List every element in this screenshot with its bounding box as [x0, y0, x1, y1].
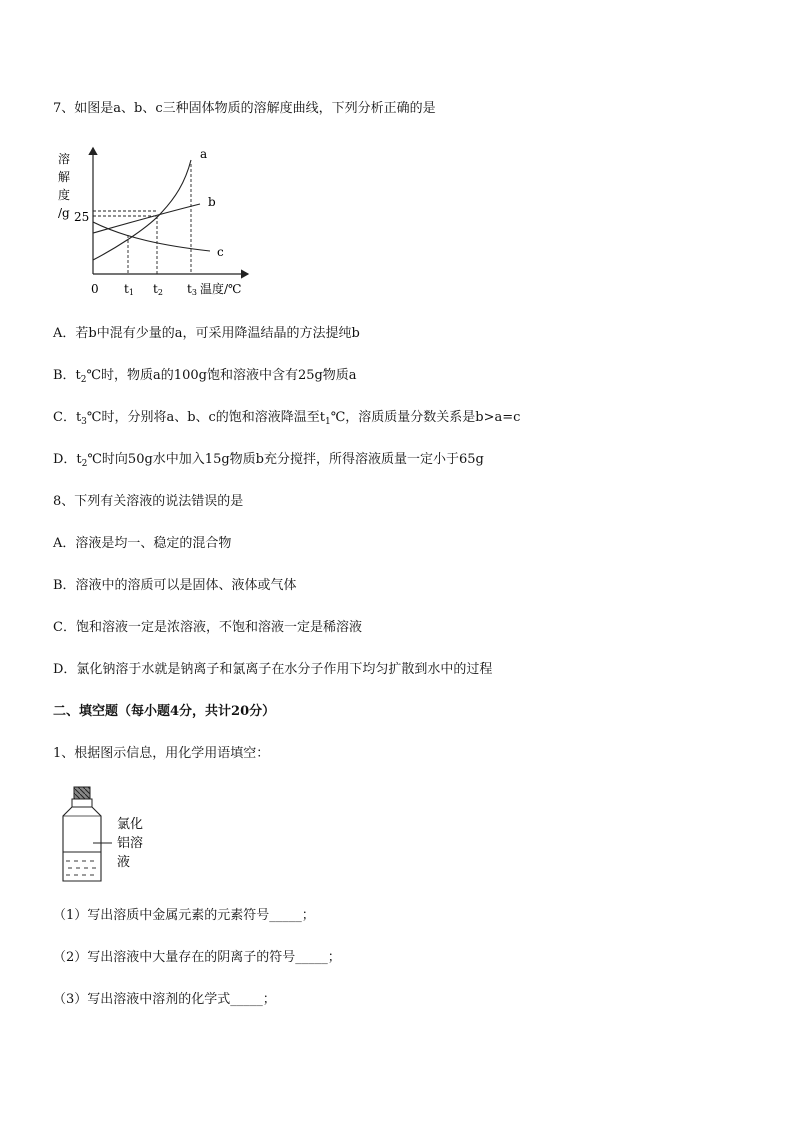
x-tick-t1: t1: [124, 282, 134, 297]
origin-label: 0: [91, 282, 99, 296]
curve-label-c: c: [217, 245, 224, 259]
bottle-label-1: 氯化: [117, 817, 144, 832]
x-tick-t2: t2: [153, 282, 163, 297]
curve-label-a: a: [200, 147, 208, 161]
curve-label-b: b: [208, 195, 216, 209]
bottle-diagram: [55, 784, 165, 886]
bottle-stopper: [74, 787, 90, 799]
q8-stem: 8、下列有关溶液的说法错误的是: [53, 494, 244, 509]
q1-part-2: （2）写出溶液中大量存在的阴离子的符号_____；: [53, 950, 341, 965]
section-title: 二、填空题（每小题4分，共计20分）: [53, 704, 276, 719]
y-label-2: 解: [58, 170, 71, 184]
q8-option-c: C．饱和溶液一定是浓溶液，不饱和溶液一定是稀溶液: [53, 620, 362, 635]
q7-option-b: B．$t_2℃$时，物质a的100g饱和溶液中含有25g物质a: [53, 368, 357, 385]
bottle-label-3: 液: [117, 855, 131, 870]
q8-option-a: A．溶液是均一、稳定的混合物: [53, 536, 232, 551]
bottle-label-2: 铝溶: [117, 836, 144, 851]
x-tick-t3: t3: [187, 282, 197, 297]
y-label-4: /g: [58, 206, 70, 220]
q7-option-a: A．若b中混有少量的a，可采用降温结晶的方法提纯b: [53, 326, 360, 341]
y-label-3: 度: [58, 188, 71, 202]
q7-stem: 7、如图是a、b、c三种固体物质的溶解度曲线，下列分析正确的是: [53, 101, 436, 116]
y-label-1: 溶: [58, 152, 71, 166]
q7-option-d: D．$t_2℃$时向50g水中加入15g物质b充分搅拌，所得溶液质量一定小于65g: [53, 452, 484, 469]
solubility-chart: [50, 138, 260, 300]
x-label: 温度/℃: [200, 282, 242, 296]
q1-part-3: （3）写出溶液中溶剂的化学式_____；: [53, 992, 276, 1007]
bottle-neck: [72, 799, 92, 807]
q1-part-1: （1）写出溶质中金属元素的元素符号_____；: [53, 908, 315, 923]
bottle-body: [63, 807, 101, 881]
q8-option-d: D．氯化钠溶于水就是钠离子和氯离子在水分子作用下均匀扩散到水中的过程: [53, 662, 493, 677]
q7-option-c: C．$t_3℃$时，分别将a、b、c的饱和溶液降温至$t_1℃$，溶质质量分数关系是b>a=c: [53, 410, 521, 427]
q1-stem: 1、根据图示信息，用化学用语填空：: [53, 746, 270, 761]
curve-c: [93, 222, 210, 251]
y-tick-25: 25: [74, 210, 90, 224]
q8-option-b: B．溶液中的溶质可以是固体、液体或气体: [53, 578, 297, 593]
